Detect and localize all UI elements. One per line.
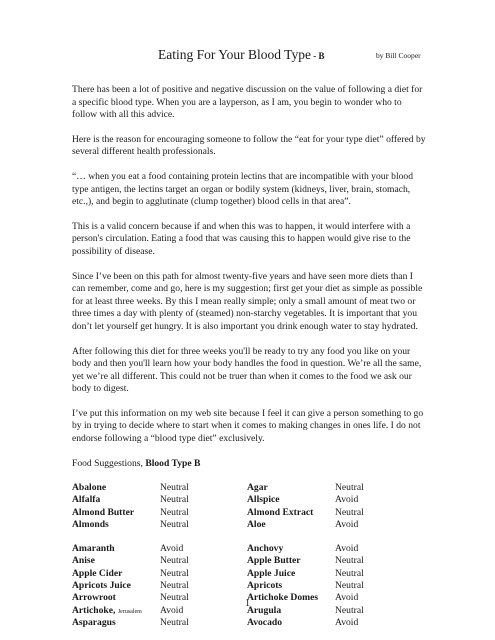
food-name: [247, 555, 301, 567]
food-status: Neutral: [160, 555, 189, 567]
food-status: Neutral: [160, 494, 189, 506]
paragraph: After following this diet for three weeks you'll be ready to try any food you like on your body and then you'll learn how your body handles the food in question. We’re all the same, yet we’re all different. This could not be truer than when it comes to the food we ask our body to digest.: [72, 345, 422, 395]
author-byline: by Bill Cooper: [376, 51, 421, 60]
food-status: Neutral: [335, 555, 364, 567]
food-name: [72, 580, 131, 592]
food-status: Avoid: [335, 592, 359, 604]
food-status: Avoid: [335, 494, 359, 506]
food-name-text: Anchovy: [247, 543, 284, 555]
food-heading-blood-type: Blood Type B: [145, 457, 201, 469]
food-name-text: Alfalfa: [72, 494, 101, 506]
food-heading-prefix: Food Suggestions,: [72, 457, 146, 469]
food-status: Neutral: [160, 592, 189, 604]
food-name-text: Allspice: [247, 494, 280, 506]
food-name-text: Apricots Juice: [72, 580, 131, 592]
food-name-text: Almond Butter: [72, 506, 135, 518]
food-name-text: Amaranth: [72, 543, 115, 555]
food-name: [247, 617, 282, 629]
food-name-text: Abalone: [72, 482, 107, 493]
food-name: [72, 555, 95, 567]
food-status: Neutral: [335, 506, 364, 518]
food-name-text: Apple Butter: [247, 555, 301, 567]
food-status: Neutral: [160, 580, 189, 592]
title-row: [0, 47, 495, 67]
food-name-text: Arugula: [247, 604, 282, 616]
paragraph: “… when you eat a food containing protein lectins that are incompatible with your blood type antigen, the lectins target an organ or bodily system (kidneys, liver, brain, stomach, etc.,), and begin to agglutinate (clump together) blood cells in that area”.: [72, 170, 414, 208]
food-status: Neutral: [160, 567, 189, 579]
food-status: Avoid: [335, 518, 359, 530]
food-status: Avoid: [160, 543, 184, 555]
food-status: Neutral: [160, 482, 189, 493]
paragraph: Since I’ve been on this path for almost twenty-five years and have seen more diets than I can remember, come and go, here is my suggestion; first get your diet as simple as possible for at least three weeks. By this I mean really simple; only a small amount of meat two or three times a day with plenty of (steamed) non-starchy vegetables. It is important that you don’t let yourself get hungry. It is also important you drink enough water to stay hydrated.: [72, 270, 423, 332]
food-status: Neutral: [335, 604, 364, 616]
food-name: [72, 507, 134, 519]
food-name-text: Anise: [72, 555, 95, 567]
food-status: Avoid: [335, 616, 359, 628]
title-text: Eating For Your Blood Type: [158, 47, 311, 62]
food-suggestions-heading: [72, 458, 428, 471]
paragraph: There has been a lot of positive and negative discussion on the value of following a diet for a specific blood type. When you are a layperson, as I am, you begin to wonder who to follow with all this advice.: [72, 84, 423, 121]
food-status: Neutral: [160, 616, 189, 628]
food-name: [72, 617, 116, 629]
paragraph: This is a valid concern because if and when this was to happen, it would interfere with a person's circulation. Eating a food that was causing this to happen would give rise to the possibility of disease.: [72, 220, 411, 257]
food-name: [247, 507, 313, 519]
paragraph: I’ve put this information on my web site because I feel it can give a person something to go by in trying to decide where to start when it comes to making changes in ones life. I do not endorse following a “blood type diet” exclusively.: [72, 407, 424, 445]
food-name-text: Apple Cider: [72, 567, 123, 579]
food-status: Neutral: [160, 518, 189, 530]
food-name-text: Asparagus: [72, 616, 116, 628]
food-name-text: Aloe: [247, 518, 266, 530]
food-status: Avoid: [160, 604, 184, 616]
document-title: [158, 47, 324, 63]
title-suffix: - B: [310, 51, 325, 61]
food-name-text: Artichoke,: [72, 604, 116, 616]
food-name-text: Apple Juice: [247, 567, 296, 579]
food-name: [72, 568, 122, 580]
food-name: [247, 568, 295, 580]
food-name: [247, 580, 282, 592]
food-name: [72, 519, 109, 531]
food-status: Neutral: [335, 482, 364, 493]
food-name-qualifier: Jerusalem: [117, 608, 142, 615]
page-number: 1: [245, 598, 250, 609]
food-status: Neutral: [160, 506, 189, 518]
food-name-text: Arrowroot: [72, 592, 116, 604]
food-status: Avoid: [335, 543, 359, 555]
food-name: [72, 494, 100, 506]
food-name: [72, 543, 115, 555]
food-name-text: Almond Extract: [247, 506, 314, 518]
paragraph: Here is the reason for encouraging someone to follow the “eat for your type diet” offered by several different health professionals.: [72, 133, 426, 158]
food-status: Neutral: [335, 567, 364, 579]
food-name: [247, 482, 268, 494]
food-name: [247, 543, 283, 555]
food-name-text: Almonds: [72, 518, 109, 530]
food-name-text: Agar: [247, 482, 268, 493]
food-name: [247, 519, 266, 531]
food-name-text: Artichoke Domes: [247, 592, 319, 604]
food-status: Neutral: [335, 580, 364, 592]
food-name: [72, 482, 106, 494]
food-name-text: Avocado: [247, 616, 282, 628]
food-name-text: Apricots: [247, 580, 283, 592]
document-body: [72, 84, 428, 482]
food-name: [247, 494, 280, 506]
